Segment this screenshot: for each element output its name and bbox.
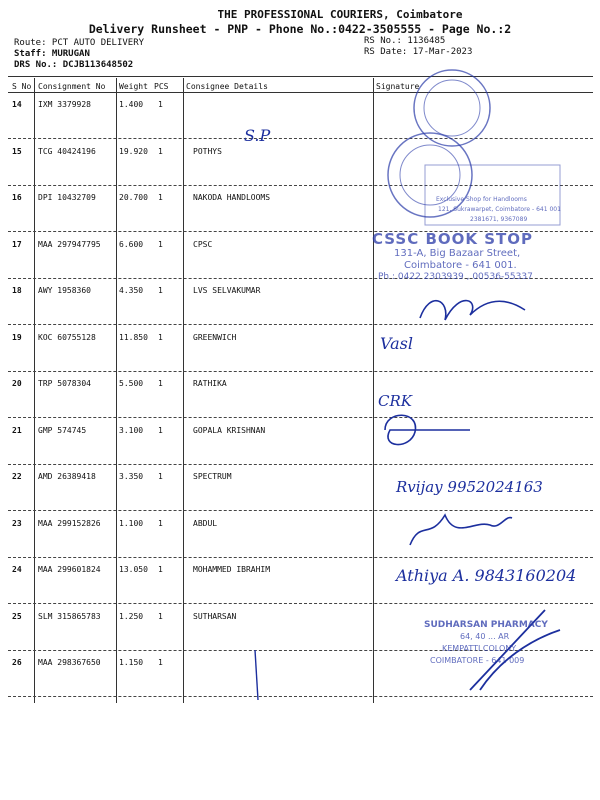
row-consignee: POTHYS [193,146,222,156]
row-consignment: KOC 60755128 [38,332,96,342]
rs-no-text: RS No.: 1136485 [364,36,446,46]
row-weight: 1.150 [119,658,144,667]
row-consignee: LVS SELVAKUMAR [193,286,261,295]
row-weight: 1.400 [119,100,144,109]
row-pcs: 1 [158,518,163,528]
row-weight: 1.250 [119,611,144,621]
row-consignment: MAA 299601824 [38,565,101,574]
stamp-sudharsan-2: 64, 40 ... AR [460,632,510,641]
row-pcs: 1 [158,100,163,109]
row-consignment: TCG 40424196 [38,146,96,156]
row-pcs: 1 [158,332,163,342]
row-pcs: 1 [158,379,163,388]
col-weight: Weight [119,82,148,91]
row-sno: 17 [12,239,22,249]
row-pcs: 1 [158,425,163,435]
runsheet-subtitle: Delivery Runsheet - PNP - Phone No.:0422-3505555 - Page No.:2 [88,22,512,36]
row-consignee: RATHIKA [193,379,227,388]
row-sno: 20 [12,379,22,388]
staff-text: Staff: MURUGAN [14,49,90,59]
row-pcs: 1 [158,146,163,156]
row-consignment: GMP 574745 [38,425,87,435]
row-sno: 22 [12,472,22,481]
row-sno: 24 [12,565,22,574]
row-consignment: DPI 10432709 [38,193,96,202]
row-consignee: CPSC [193,239,213,249]
stamp-nakoda-1: Exclusive Shop for Handlooms [436,196,527,203]
row-weight: 11.850 [119,332,148,342]
handwriting-rvijay: Rvijay 9952024163 [396,478,543,496]
row-consignee: GOPALA KRISHNAN [193,425,266,435]
stamp-sudharsan-3: KEMPATTI COLONY [442,644,517,653]
stamp-cssc-3: Coimbatore - 641 001. [404,260,517,271]
row-weight: 13.050 [119,565,148,574]
row-weight: 1.100 [119,518,144,528]
row-weight: 3.100 [119,425,144,435]
row-weight: 6.600 [119,239,144,249]
stamp-nakoda-2: 121, Sukrawarpet, Coimbatore - 641 001 [438,206,561,213]
stamp-sudharsan-1: SUDHARSAN PHARMACY [424,620,548,630]
drs-text: DRS No.: DCJB113648502 [14,60,134,70]
row-pcs: 1 [158,565,163,574]
stamp-cssc-1: CSSC BOOK STOP [372,230,534,248]
row-weight: 4.350 [119,286,144,295]
route-text: Route: PCT AUTO DELIVERY [14,38,145,48]
row-sno: 16 [12,193,22,202]
handwriting-crk: CRK [378,392,412,410]
row-consignee: MOHAMMED IBRAHIM [193,565,271,574]
stamp-cssc-4: Ph : 0422 2303939 , 00536-55337 [378,272,533,282]
row-pcs: 1 [158,239,163,249]
stamp-sudharsan-4: COIMBATORE - 641 009 [430,656,525,665]
row-weight: 5.500 [119,379,144,388]
col-signature: Signature [376,82,420,91]
row-sno: 15 [12,146,22,156]
stamp-nakoda-3: 2381671, 9367089 [470,216,528,223]
col-consignment: Consignment No [38,82,106,91]
row-pcs: 1 [158,658,163,667]
row-pcs: 1 [158,611,163,621]
row-pcs: 1 [158,193,163,202]
row-sno: 23 [12,518,22,528]
row-pcs: 1 [158,286,163,295]
rs-date-text: RS Date: 17-Mar-2023 [364,47,473,57]
col-consignee: Consignee Details [186,82,268,91]
row-consignment: AMD 26389418 [38,472,96,481]
row-weight: 20.700 [119,193,148,202]
row-consignment: AWY 1958360 [38,286,91,295]
row-consignment: MAA 299152826 [38,518,101,528]
row-consignee: GREENWICH [193,332,237,342]
col-sno: S No [12,82,32,91]
stamp-cssc-2: 131-A, Big Bazaar Street, [394,248,521,259]
row-sno: 18 [12,286,22,295]
row-consignment: TRP 5078304 [38,379,91,388]
row-consignment: MAA 297947795 [38,239,101,249]
row-sno: 19 [12,332,22,342]
handwriting-athiya: Athiya A. 9843160204 [396,566,577,585]
row-consignee: SPECTRUM [193,472,232,481]
col-pcs: PCS [154,82,169,91]
row-consignee: NAKODA HANDLOOMS [193,193,271,202]
row-sno: 14 [12,100,22,109]
row-weight: 19.920 [119,146,148,156]
row-weight: 3.350 [119,472,144,481]
row-sno: 21 [12,425,22,435]
row-pcs: 1 [158,472,163,481]
company-title: THE PROFESSIONAL COURIERS, Coimbatore [217,8,463,21]
handwriting-sp: S.P [244,126,271,145]
row-consignment: MAA 298367650 [38,658,101,667]
handwriting-vasl: Vasl [380,334,413,353]
row-consignee: ABDUL [193,518,218,528]
row-sno: 26 [12,658,22,667]
row-consignment: IXM 3379928 [38,100,91,109]
row-consignee: SUTHARSAN [193,611,237,621]
row-consignment: SLM 315865783 [38,611,101,621]
row-sno: 25 [12,611,22,621]
